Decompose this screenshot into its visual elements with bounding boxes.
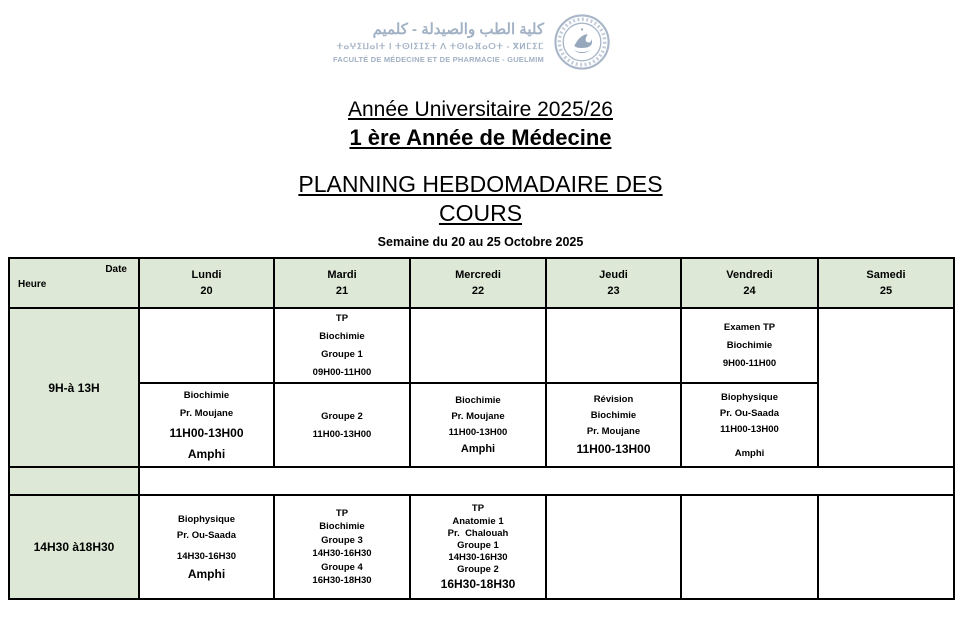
cell-line: Groupe 4 — [321, 561, 363, 573]
cell-line: Pr. Moujane — [179, 407, 234, 419]
faculty-logo — [333, 13, 611, 71]
cell-line: 11H00-13H00 — [312, 428, 372, 440]
time-slot-morning: 9H-à 13H — [9, 308, 139, 467]
time-col-spacer-cell — [9, 467, 139, 495]
cell-line: 14H30-16H30 — [312, 548, 372, 560]
cell-jeudi-morning-early — [546, 308, 681, 383]
cell-line: 14H30-16H30 — [448, 552, 508, 564]
cell-lundi-morning-early — [139, 308, 274, 383]
weekly-planning-table — [8, 257, 955, 600]
cell-jeudi-afternoon — [546, 495, 681, 599]
cell-line: Amphi — [187, 566, 226, 581]
day-name: Samedi — [866, 269, 906, 281]
cell-line: Pr. Moujane — [586, 426, 641, 437]
cell-line: Groupe 2 — [457, 564, 499, 576]
day-number: 23 — [607, 285, 620, 297]
cell-vendredi-afternoon — [681, 495, 818, 599]
day-header-mardi — [274, 258, 410, 308]
cell-line: 11H00-13H00 — [576, 442, 651, 456]
cell-line: Révision — [593, 394, 634, 405]
corner-cell — [9, 258, 139, 308]
cell-line: Pr. Moujane — [451, 411, 505, 422]
academic-year-title: Année Universitaire 2025/26 — [347, 98, 613, 121]
cell-mercredi-morning-late — [410, 383, 546, 467]
cell-line: TP — [335, 313, 349, 324]
day-header-lundi — [139, 258, 274, 308]
day-number: 21 — [335, 285, 349, 297]
cell-line: Examen TP — [723, 322, 776, 333]
cell-line: 16H30-18H30 — [312, 574, 372, 586]
morning-row-early-slot — [9, 308, 954, 383]
cell-line: 11H00-13H00 — [720, 423, 779, 435]
cell-line: Biochimie — [590, 410, 637, 421]
cell-line: Biochimie — [455, 395, 501, 406]
cell-mercredi-morning-early — [410, 308, 546, 383]
cell-line: 11H00-13H00 — [169, 425, 244, 440]
cell-line: TP — [335, 508, 349, 520]
afternoon-row — [9, 495, 954, 599]
cell-samedi-afternoon — [818, 495, 954, 599]
heure-label: Heure — [18, 279, 47, 290]
cell-line: Biochimie — [319, 521, 365, 533]
faculty-logo-text — [333, 21, 544, 64]
cell-line: TP — [471, 503, 485, 515]
time-slot-afternoon: 14H30 à18H30 — [9, 495, 139, 599]
cell-mardi-afternoon — [274, 495, 410, 599]
faculty-name-tifinagh: ⵜⴰⵖⵉⵡⴰⵏⵜ ⵏ ⵜⵙⵏⵉⵊⵉⵜ ⴷ ⵜⵙⵏⴰⴼⴰⵔⵜ - ⴳⵍⵎⵉⵎ — [336, 40, 544, 51]
faculty-name-french: FACULTÉ DE MÉDECINE ET DE PHARMACIE - GUELMIM — [333, 54, 544, 64]
week-subtitle: Semaine du 20 au 25 Octobre 2025 — [377, 234, 584, 249]
table-header-row — [9, 258, 954, 308]
cell-mercredi-afternoon — [410, 495, 546, 599]
spacer-row — [9, 467, 954, 495]
morning-row-late-slot — [9, 383, 954, 467]
faculty-name-arabic: كلية الطب والصيدلة - كلميم — [372, 20, 544, 38]
cell-line: Biochimie — [319, 331, 365, 342]
day-number: 24 — [743, 285, 756, 297]
cell-line: Biophysique — [720, 391, 778, 403]
day-number: 25 — [879, 285, 893, 297]
university-seal-icon — [553, 13, 611, 71]
cell-vendredi-morning-early — [681, 308, 818, 383]
day-number: 20 — [200, 285, 213, 297]
day-name: Jeudi — [599, 269, 628, 281]
cell-line: Pr. Ou-Saada — [719, 407, 780, 419]
cell-line: Pr. Ou-Saada — [176, 529, 237, 541]
cell-line: Groupe 2 — [321, 410, 363, 422]
spacer-row-cell — [139, 467, 954, 495]
cell-line: 9H00-11H00 — [722, 358, 777, 369]
day-number: 22 — [471, 285, 485, 297]
cell-line: Biochimie — [726, 340, 773, 351]
cell-line: 14H30-16H30 — [176, 550, 237, 562]
cell-mardi-morning-late — [274, 383, 410, 467]
cell-line: Amphi — [460, 443, 496, 455]
cell-line: 16H30-18H30 — [440, 576, 516, 591]
day-name: Mardi — [327, 269, 357, 281]
cell-lundi-afternoon — [139, 495, 274, 599]
day-header-jeudi — [546, 258, 681, 308]
date-label: Date — [105, 264, 127, 275]
cell-samedi-morning — [818, 308, 954, 467]
title-block — [0, 98, 961, 249]
cell-mardi-morning-early — [274, 308, 410, 383]
cell-line: 09H00-11H00 — [312, 367, 372, 378]
day-name: Vendredi — [726, 269, 773, 281]
cell-line: Amphi — [187, 446, 226, 461]
cell-lundi-morning-late — [139, 383, 274, 467]
cell-line: Biochimie — [183, 389, 230, 401]
cell-line: Anatomie 1 — [452, 515, 504, 527]
cell-jeudi-morning-late — [546, 383, 681, 467]
cell-vendredi-morning-late — [681, 383, 818, 467]
cell-line: Amphi — [734, 447, 765, 459]
planning-title: PLANNING HEBDOMADAIRE DES COURS — [298, 171, 663, 227]
day-name: Mercredi — [455, 269, 501, 281]
day-name: Lundi — [191, 269, 222, 281]
cell-line: Groupe 3 — [321, 534, 363, 546]
day-header-mercredi — [410, 258, 546, 308]
program-year-title: 1 ère Année de Médecine — [349, 125, 612, 150]
cell-line: Pr. Chalouah — [447, 527, 509, 539]
day-header-vendredi — [681, 258, 818, 308]
cell-line: Groupe 1 — [321, 349, 363, 360]
day-header-samedi — [818, 258, 954, 308]
cell-line: 11H00-13H00 — [448, 427, 508, 438]
cell-line: Groupe 1 — [457, 540, 499, 551]
cell-line: Biophysique — [177, 513, 235, 525]
